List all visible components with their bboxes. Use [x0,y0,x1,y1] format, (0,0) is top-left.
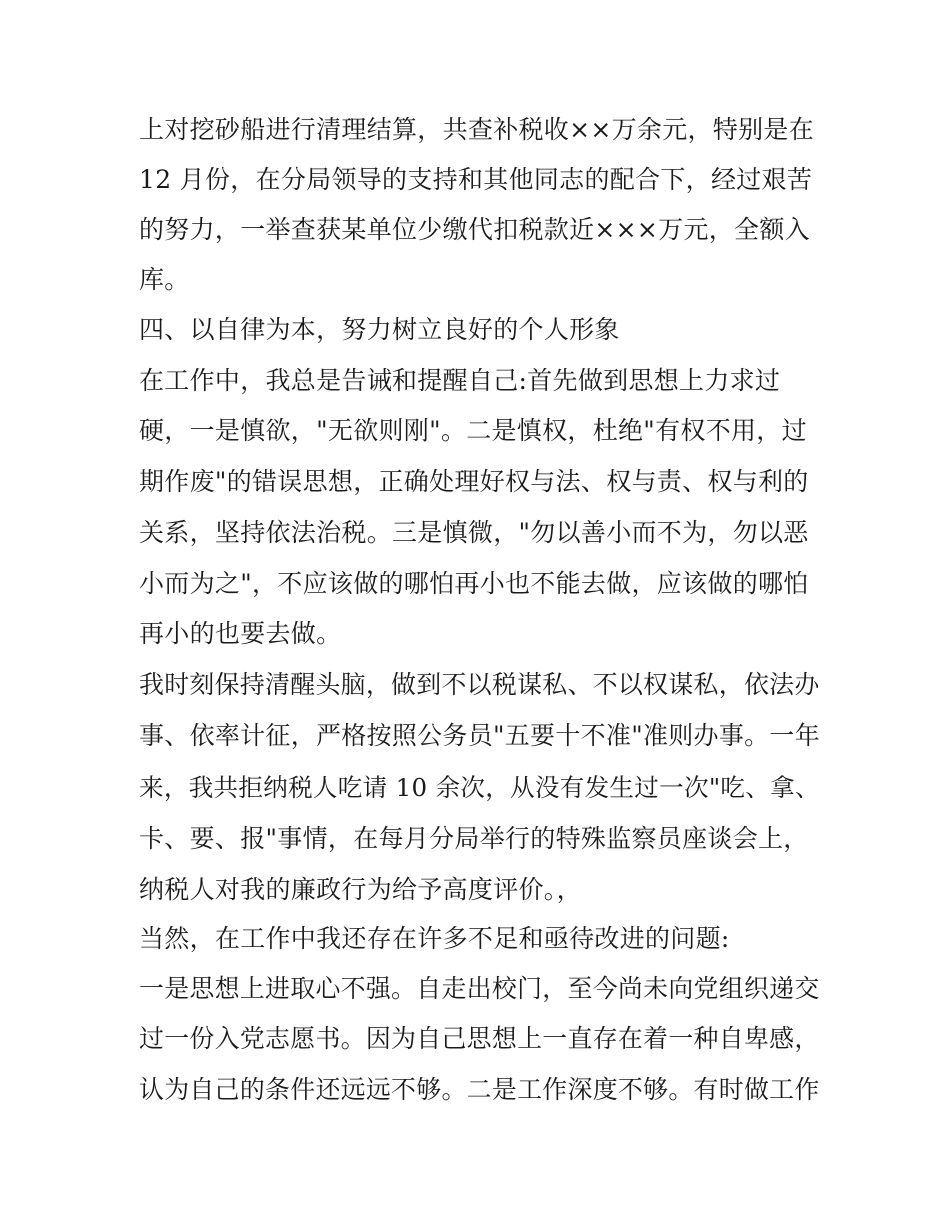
text-line: 一是思想上进取心不强。自走出校门，至今尚未向党组织递交 [139,974,820,1003]
text-line: 硬，一是慎欲，"无欲则刚"。二是慎权，杜绝"有权不用，过 [139,416,807,445]
text-line: 事、依率计征，严格按照公务员"五要十不准"准则办事。一年 [139,721,820,750]
text-line: 期作废"的错误思想，正确处理好权与法、权与责、权与利的 [139,467,809,496]
section-heading: 四、以自律为本，努力树立良好的个人形象 [139,315,620,344]
text-line: 上对挖砂船进行清理结算，共查补税收××万余元，特别是在 [139,115,814,144]
text-line: 来，我共拒纳税人吃请 10 余次，从没有发生过一次"吃、拿、 [139,773,820,802]
text-line: 关系，坚持依法治税。三是慎微，"勿以善小而不为，勿以恶 [139,518,809,547]
text-line: 认为自己的条件还远远不够。二是工作深度不够。有时做工作 [139,1075,820,1104]
text-line: 的努力，一举查获某单位少缴代扣税款近×××万元，全额入 [139,215,810,244]
text-line: 在工作中，我总是告诫和提醒自己:首先做到思想上力求过 [139,366,781,395]
text-line: 库。 [139,265,190,294]
text-line: 当然，在工作中我还存在许多不足和亟待改进的问题: [139,924,730,953]
text-line: 过一份入党志愿书。因为自己思想上一直存在着一种自卑感， [139,1024,820,1053]
text-line: 12 月份，在分局领导的支持和其他同志的配合下，经过艰苦 [139,165,813,194]
text-line: 再小的也要去做。 [139,619,342,648]
text-line: 小而为之"，不应该做的哪怕再小也不能去做，应该做的哪怕 [139,569,809,598]
text-line: 卡、要、报"事情，在每月分局举行的特殊监察员座谈会上， [139,824,809,853]
text-line: 纳税人对我的廉政行为给予高度评价。， [139,875,582,904]
text-line: 我时刻保持清醒头脑，做到不以税谋私、不以权谋私，依法办 [139,670,820,699]
